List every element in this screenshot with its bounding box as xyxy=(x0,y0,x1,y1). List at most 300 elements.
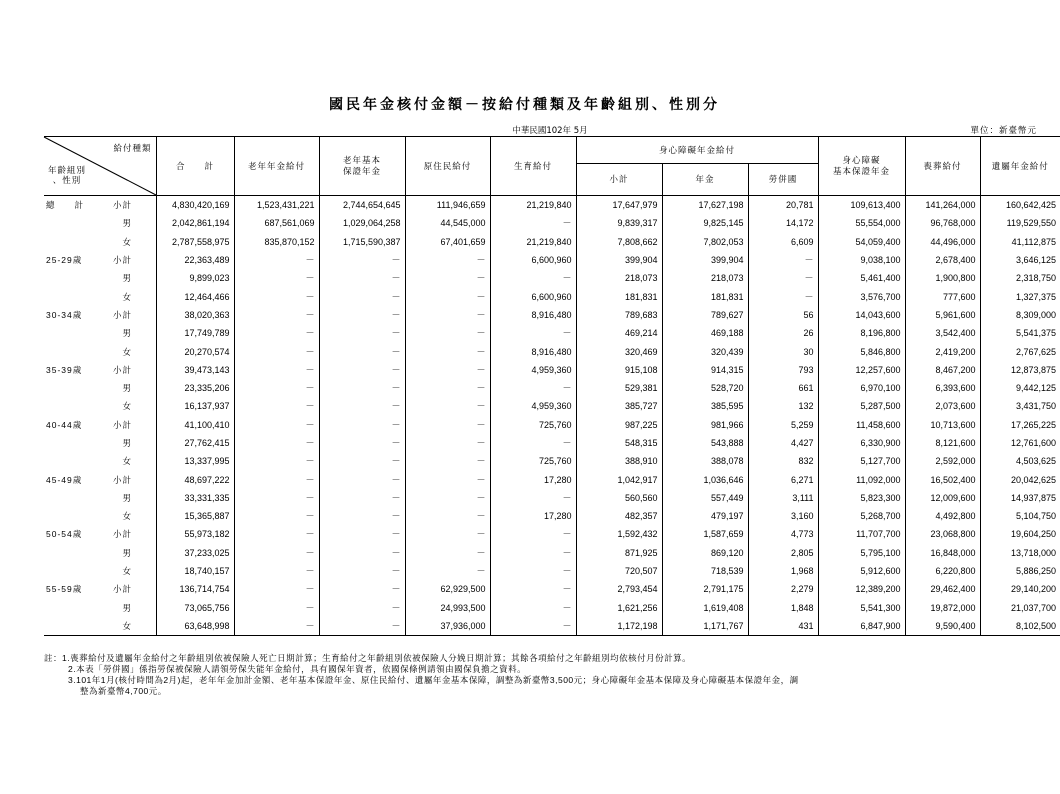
table-row xyxy=(44,544,1060,562)
table-row xyxy=(44,361,1060,379)
table-cell: － xyxy=(490,269,576,287)
table-cell: － xyxy=(319,324,405,342)
table-cell: 7,808,662 xyxy=(576,233,662,251)
table-cell: 793 xyxy=(748,361,818,379)
row-label xyxy=(44,269,156,287)
table-row xyxy=(44,324,1060,342)
corner-bottom-line-2: 、性別 xyxy=(52,175,82,185)
table-cell: 1,619,408 xyxy=(662,599,748,617)
table-cell: 20,270,574 xyxy=(156,342,234,360)
table-cell: － xyxy=(319,452,405,470)
table-cell: 661 xyxy=(748,379,818,397)
table-row xyxy=(44,342,1060,360)
table-cell: 12,873,875 xyxy=(980,361,1060,379)
table-cell: 2,073,600 xyxy=(905,397,980,415)
table-cell: 4,492,800 xyxy=(905,507,980,525)
table-cell: － xyxy=(490,324,576,342)
row-label xyxy=(44,196,156,215)
header-total: 合 計 xyxy=(156,137,234,196)
table-cell: 21,219,840 xyxy=(490,196,576,215)
header-disability-group: 身心障礙年金給付 xyxy=(576,137,818,164)
table-cell: － xyxy=(405,342,490,360)
table-cell: － xyxy=(405,416,490,434)
table-cell: 6,220,800 xyxy=(905,562,980,580)
table-cell: 17,749,789 xyxy=(156,324,234,342)
table-cell: － xyxy=(490,214,576,232)
table-cell: 15,365,887 xyxy=(156,507,234,525)
table-cell: － xyxy=(234,397,319,415)
table-cell: 111,946,659 xyxy=(405,196,490,215)
table-cell: 181,831 xyxy=(576,287,662,305)
table-cell: 789,683 xyxy=(576,306,662,324)
table-cell: － xyxy=(234,599,319,617)
table-cell: － xyxy=(319,507,405,525)
table-cell: － xyxy=(234,342,319,360)
table-cell: 3,160 xyxy=(748,507,818,525)
row-label xyxy=(44,251,156,269)
table-cell: 119,529,550 xyxy=(980,214,1060,232)
sex-label: 女 xyxy=(122,291,132,302)
table-cell: － xyxy=(405,434,490,452)
table-cell: 56 xyxy=(748,306,818,324)
row-label xyxy=(44,562,156,580)
note-1-text: 1.喪葬給付及遺屬年金給付之年齡組別依被保險人死亡日期計算；生育給付之年齡組別依被保險人分娩日期計算；其餘各項給付之年齡組別均依核付月份計算。 xyxy=(62,653,692,663)
table-cell: 181,831 xyxy=(662,287,748,305)
table-cell: － xyxy=(490,544,576,562)
table-cell: 2,791,175 xyxy=(662,580,748,598)
table-cell: 136,714,754 xyxy=(156,580,234,598)
table-cell: 5,461,400 xyxy=(818,269,905,287)
table-cell: － xyxy=(319,434,405,452)
table-cell: 388,078 xyxy=(662,452,748,470)
table-cell: － xyxy=(234,544,319,562)
table-cell: － xyxy=(490,525,576,543)
table-cell: 2,787,558,975 xyxy=(156,233,234,251)
row-label xyxy=(44,617,156,636)
table-cell: 5,886,250 xyxy=(980,562,1060,580)
table-cell: 385,595 xyxy=(662,397,748,415)
row-label xyxy=(44,489,156,507)
sex-label: 小計 xyxy=(112,309,132,320)
table-cell: － xyxy=(490,489,576,507)
table-row xyxy=(44,196,1060,215)
sex-label: 小計 xyxy=(112,200,132,211)
table-cell: 2,042,861,194 xyxy=(156,214,234,232)
table-cell: 44,496,000 xyxy=(905,233,980,251)
footnotes xyxy=(44,653,1044,697)
table-cell: 4,773 xyxy=(748,525,818,543)
sex-label: 女 xyxy=(122,511,132,522)
table-row xyxy=(44,214,1060,232)
table-cell: 11,092,000 xyxy=(818,470,905,488)
table-cell: 14,043,600 xyxy=(818,306,905,324)
table-cell: － xyxy=(234,324,319,342)
table-cell: － xyxy=(319,287,405,305)
table-row xyxy=(44,599,1060,617)
table-cell: － xyxy=(405,562,490,580)
table-cell: 9,825,145 xyxy=(662,214,748,232)
table-cell: 44,545,000 xyxy=(405,214,490,232)
table-row xyxy=(44,507,1060,525)
sex-label: 男 xyxy=(122,547,132,558)
sex-label: 女 xyxy=(122,401,132,412)
table-cell: 469,214 xyxy=(576,324,662,342)
table-cell: 218,073 xyxy=(576,269,662,287)
table-cell: 8,196,800 xyxy=(818,324,905,342)
table-cell: － xyxy=(405,525,490,543)
table-row xyxy=(44,397,1060,415)
header-maternity: 生育給付 xyxy=(490,137,576,196)
table-row xyxy=(44,489,1060,507)
table-cell: 528,720 xyxy=(662,379,748,397)
table-cell: 16,502,400 xyxy=(905,470,980,488)
table-cell: 8,102,500 xyxy=(980,617,1060,636)
table-cell: 2,744,654,645 xyxy=(319,196,405,215)
table-row xyxy=(44,269,1060,287)
header-annuity: 年金 xyxy=(662,164,748,196)
table-cell: 5,823,300 xyxy=(818,489,905,507)
table-cell: 7,802,053 xyxy=(662,233,748,251)
table-cell: 10,713,600 xyxy=(905,416,980,434)
table-cell: － xyxy=(490,617,576,636)
table-row xyxy=(44,580,1060,598)
table-cell: 5,104,750 xyxy=(980,507,1060,525)
table-cell: 11,458,600 xyxy=(818,416,905,434)
table-cell: － xyxy=(405,489,490,507)
table-cell: 12,257,600 xyxy=(818,361,905,379)
table-cell: － xyxy=(405,379,490,397)
table-cell: 5,287,500 xyxy=(818,397,905,415)
report-date: 中華民國102年 5月 xyxy=(512,126,588,136)
table-cell: 8,309,000 xyxy=(980,306,1060,324)
table-row xyxy=(44,306,1060,324)
table-cell: 12,009,600 xyxy=(905,489,980,507)
table-cell: 1,848 xyxy=(748,599,818,617)
table-cell: － xyxy=(748,287,818,305)
table-cell: － xyxy=(319,269,405,287)
table-cell: 13,718,000 xyxy=(980,544,1060,562)
table-cell: 62,929,500 xyxy=(405,580,490,598)
table-cell: － xyxy=(405,470,490,488)
table-cell: 55,973,182 xyxy=(156,525,234,543)
table-cell: 320,439 xyxy=(662,342,748,360)
table-cell: 4,427 xyxy=(748,434,818,452)
table-cell: － xyxy=(319,397,405,415)
table-cell: 835,870,152 xyxy=(234,233,319,251)
table-cell: － xyxy=(405,361,490,379)
table-cell: 1,171,767 xyxy=(662,617,748,636)
unit-label: 單位：新臺幣元 xyxy=(970,126,1037,136)
table-cell: 5,541,300 xyxy=(818,599,905,617)
table-cell: 1,900,800 xyxy=(905,269,980,287)
table-cell: 725,760 xyxy=(490,416,576,434)
table-cell: 54,059,400 xyxy=(818,233,905,251)
table-cell: － xyxy=(319,562,405,580)
table-cell: 987,225 xyxy=(576,416,662,434)
table-cell: 469,188 xyxy=(662,324,748,342)
table-cell: － xyxy=(234,416,319,434)
table-cell: 6,609 xyxy=(748,233,818,251)
table-cell: 777,600 xyxy=(905,287,980,305)
table-cell: 109,613,400 xyxy=(818,196,905,215)
table-cell: 1,621,256 xyxy=(576,599,662,617)
table-cell: 1,327,375 xyxy=(980,287,1060,305)
table-cell: 479,197 xyxy=(662,507,748,525)
table-cell: － xyxy=(234,361,319,379)
table-cell: － xyxy=(319,617,405,636)
table-cell: 2,678,400 xyxy=(905,251,980,269)
table-cell: － xyxy=(234,489,319,507)
table-cell: 30 xyxy=(748,342,818,360)
table-cell: 67,401,659 xyxy=(405,233,490,251)
table-cell: 1,587,659 xyxy=(662,525,748,543)
sex-label: 男 xyxy=(122,438,132,448)
table-cell: 2,793,454 xyxy=(576,580,662,598)
table-cell: 4,959,360 xyxy=(490,361,576,379)
table-cell: － xyxy=(234,251,319,269)
age-group: 30-34歲 xyxy=(46,309,83,320)
table-cell: 141,264,000 xyxy=(905,196,980,215)
table-cell: 2,279 xyxy=(748,580,818,598)
table-cell: 2,592,000 xyxy=(905,452,980,470)
note-3: 3.101年1月(核付時間為2月)起，老年年金加計金額、老年基本保證年金、原住民給付、遺屬年金基本保障，調整為新臺幣3,500元；身心障礙年金基本保障及身心障礙基本保證年金，調 xyxy=(68,675,799,685)
table-row xyxy=(44,452,1060,470)
age-group: 35-39歲 xyxy=(46,364,83,375)
table-cell: 132 xyxy=(748,397,818,415)
table-cell: － xyxy=(319,251,405,269)
table-cell: － xyxy=(490,434,576,452)
table-cell: 20,042,625 xyxy=(980,470,1060,488)
table-cell: － xyxy=(319,525,405,543)
table-cell: 27,762,415 xyxy=(156,434,234,452)
table-cell: － xyxy=(319,489,405,507)
sex-label: 男 xyxy=(122,492,132,503)
row-label xyxy=(44,306,156,324)
table-cell: 2,805 xyxy=(748,544,818,562)
table-cell: － xyxy=(405,544,490,562)
table-cell: 38,020,363 xyxy=(156,306,234,324)
table-cell: 37,936,000 xyxy=(405,617,490,636)
table-row xyxy=(44,287,1060,305)
table-row xyxy=(44,470,1060,488)
table-cell: 8,467,200 xyxy=(905,361,980,379)
table-cell: 8,916,480 xyxy=(490,342,576,360)
table-cell: 2,318,750 xyxy=(980,269,1060,287)
row-label xyxy=(44,361,156,379)
table-row xyxy=(44,251,1060,269)
table-cell: － xyxy=(234,617,319,636)
table-cell: 687,561,069 xyxy=(234,214,319,232)
table-cell: 5,259 xyxy=(748,416,818,434)
table-cell: 548,315 xyxy=(576,434,662,452)
header-old-basic: 老年基本 保證年金 xyxy=(319,137,405,196)
note-3-continued: 整為新臺幣4,700元。 xyxy=(80,686,167,696)
sex-label: 男 xyxy=(122,383,132,394)
table-cell: 320,469 xyxy=(576,342,662,360)
table-cell: 981,966 xyxy=(662,416,748,434)
table-cell: 17,627,198 xyxy=(662,196,748,215)
table-cell: 73,065,756 xyxy=(156,599,234,617)
table-cell: 12,389,200 xyxy=(818,580,905,598)
table-cell: 6,271 xyxy=(748,470,818,488)
table-cell: － xyxy=(234,580,319,598)
table-cell: 21,037,700 xyxy=(980,599,1060,617)
table-cell: 9,038,100 xyxy=(818,251,905,269)
table-cell: 19,872,000 xyxy=(905,599,980,617)
row-label xyxy=(44,507,156,525)
table-cell: 560,560 xyxy=(576,489,662,507)
sex-label: 小計 xyxy=(112,529,132,540)
table-row xyxy=(44,416,1060,434)
table-cell: 5,268,700 xyxy=(818,507,905,525)
table-cell: 832 xyxy=(748,452,818,470)
table-cell: － xyxy=(490,379,576,397)
table-cell: － xyxy=(234,306,319,324)
table-cell: 160,642,425 xyxy=(980,196,1060,215)
table-row xyxy=(44,525,1060,543)
table-cell: 24,993,500 xyxy=(405,599,490,617)
table-cell: 2,767,625 xyxy=(980,342,1060,360)
header-old-age: 老年年金給付 xyxy=(234,137,319,196)
table-cell: 725,760 xyxy=(490,452,576,470)
table-cell: － xyxy=(234,525,319,543)
table-cell: 399,904 xyxy=(576,251,662,269)
sex-label: 小計 xyxy=(112,364,132,375)
table-cell: － xyxy=(319,342,405,360)
table-cell: 55,554,000 xyxy=(818,214,905,232)
header-subtotal: 小計 xyxy=(576,164,662,196)
table-cell: － xyxy=(319,599,405,617)
table-cell: 17,647,979 xyxy=(576,196,662,215)
sex-label: 小計 xyxy=(112,419,132,430)
table-cell: 385,727 xyxy=(576,397,662,415)
table-cell: 12,464,466 xyxy=(156,287,234,305)
table-cell: － xyxy=(405,324,490,342)
table-cell: 5,127,700 xyxy=(818,452,905,470)
sex-label: 小計 xyxy=(112,255,132,266)
row-label xyxy=(44,287,156,305)
table-cell: 871,925 xyxy=(576,544,662,562)
table-cell: － xyxy=(405,306,490,324)
page-title: 國民年金核付金額－按給付種類及年齡組別、性別分 xyxy=(329,97,720,113)
table-cell: － xyxy=(748,251,818,269)
table-cell: － xyxy=(405,251,490,269)
table-cell: 26 xyxy=(748,324,818,342)
table-cell: 3,111 xyxy=(748,489,818,507)
row-label xyxy=(44,397,156,415)
table-cell: － xyxy=(234,287,319,305)
table-cell: 4,830,420,169 xyxy=(156,196,234,215)
corner-bottom-line-1: 年齡組別 xyxy=(48,165,87,175)
table-cell: 1,172,198 xyxy=(576,617,662,636)
table-cell: 19,604,250 xyxy=(980,525,1060,543)
table-cell: 21,219,840 xyxy=(490,233,576,251)
table-cell: 6,600,960 xyxy=(490,287,576,305)
table-cell: － xyxy=(319,361,405,379)
table-cell: 9,839,317 xyxy=(576,214,662,232)
table-cell: 9,899,023 xyxy=(156,269,234,287)
row-label xyxy=(44,544,156,562)
table-cell: 16,848,000 xyxy=(905,544,980,562)
table-cell: 482,357 xyxy=(576,507,662,525)
note-1 xyxy=(44,653,1044,664)
table-cell: － xyxy=(405,287,490,305)
table-cell: 17,280 xyxy=(490,507,576,525)
table-cell: 16,137,937 xyxy=(156,397,234,415)
table-cell: 1,592,432 xyxy=(576,525,662,543)
row-label xyxy=(44,525,156,543)
table-cell: 1,715,590,387 xyxy=(319,233,405,251)
table-row xyxy=(44,379,1060,397)
row-label xyxy=(44,416,156,434)
table-cell: 915,108 xyxy=(576,361,662,379)
table-cell: 8,916,480 xyxy=(490,306,576,324)
table-cell: 5,912,600 xyxy=(818,562,905,580)
table-cell: 8,121,600 xyxy=(905,434,980,452)
table-cell: 914,315 xyxy=(662,361,748,379)
table-cell: 6,393,600 xyxy=(905,379,980,397)
table-cell: 41,100,410 xyxy=(156,416,234,434)
sex-label: 女 xyxy=(122,566,132,577)
sex-label: 男 xyxy=(122,328,132,339)
table-cell: － xyxy=(319,379,405,397)
table-cell: 63,648,998 xyxy=(156,617,234,636)
table-row xyxy=(44,617,1060,636)
row-label xyxy=(44,434,156,452)
table-cell: 3,646,125 xyxy=(980,251,1060,269)
table-cell: 96,768,000 xyxy=(905,214,980,232)
table-cell: － xyxy=(405,397,490,415)
table-cell: － xyxy=(405,507,490,525)
sex-label: 男 xyxy=(122,273,132,284)
table-cell: － xyxy=(405,452,490,470)
corner-bottom-label xyxy=(48,165,86,185)
table-cell: － xyxy=(234,269,319,287)
table-cell: 23,335,206 xyxy=(156,379,234,397)
table-cell: 12,761,600 xyxy=(980,434,1060,452)
sex-label: 小計 xyxy=(112,584,132,595)
table-cell: 6,970,100 xyxy=(818,379,905,397)
table-cell: 869,120 xyxy=(662,544,748,562)
table-cell: － xyxy=(319,470,405,488)
table-cell: 4,503,625 xyxy=(980,452,1060,470)
table-cell: － xyxy=(319,306,405,324)
table-cell: － xyxy=(234,434,319,452)
table-cell: 23,068,800 xyxy=(905,525,980,543)
table-cell: 17,265,225 xyxy=(980,416,1060,434)
table-cell: 9,442,125 xyxy=(980,379,1060,397)
pension-table xyxy=(44,136,1060,636)
row-label xyxy=(44,324,156,342)
age-group: 50-54歲 xyxy=(46,529,83,540)
table-cell: 1,042,917 xyxy=(576,470,662,488)
table-cell: 37,233,025 xyxy=(156,544,234,562)
table-cell: 3,431,750 xyxy=(980,397,1060,415)
table-cell: 1,523,431,221 xyxy=(234,196,319,215)
table-cell: － xyxy=(748,269,818,287)
age-group: 40-44歲 xyxy=(46,419,83,430)
table-cell: 9,590,400 xyxy=(905,617,980,636)
note-2: 2.本表「勞併國」係指勞保被保險人請領勞保失能年金給付，具有國保年資者，依國保條例請領由國保負擔之資料。 xyxy=(68,664,527,674)
table-cell: 718,539 xyxy=(662,562,748,580)
row-label xyxy=(44,342,156,360)
table-cell: 1,029,064,258 xyxy=(319,214,405,232)
table-cell: 388,910 xyxy=(576,452,662,470)
table-cell: 17,280 xyxy=(490,470,576,488)
age-group: 45-49歲 xyxy=(46,474,83,485)
table-cell: 789,627 xyxy=(662,306,748,324)
row-label xyxy=(44,233,156,251)
